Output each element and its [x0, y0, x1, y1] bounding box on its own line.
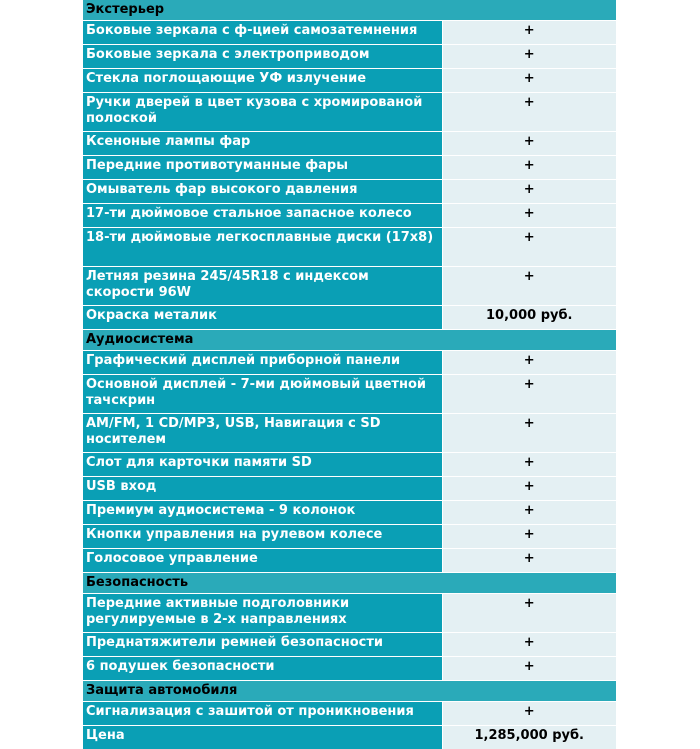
feature-name: 18-ти дюймовые легкосплавные диски (17x8)	[83, 228, 442, 267]
feature-name: Омыватель фар высокого давления	[83, 180, 442, 204]
table-row	[83, 702, 616, 726]
feature-name: Окраска металик	[83, 306, 442, 330]
feature-value: +	[442, 657, 616, 681]
feature-value: +	[442, 414, 616, 453]
table-row	[83, 453, 616, 477]
table-row	[83, 351, 616, 375]
table-row	[83, 306, 616, 330]
feature-name: Голосовое управление	[83, 549, 442, 573]
price-label: Цена	[83, 726, 442, 749]
feature-value: +	[442, 477, 616, 501]
table-row	[83, 549, 616, 573]
feature-value: +	[442, 375, 616, 414]
feature-name: Ксеноные лампы фар	[83, 132, 442, 156]
feature-name: Преднатяжители ремней безопасности	[83, 633, 442, 657]
feature-name: Боковые зеркала с электроприводом	[83, 45, 442, 69]
table-row	[83, 633, 616, 657]
feature-value: +	[442, 228, 616, 267]
table-row	[83, 180, 616, 204]
equipment-spec-table	[83, 0, 616, 749]
feature-value: +	[442, 69, 616, 93]
table-row	[83, 501, 616, 525]
feature-name: Передние противотуманные фары	[83, 156, 442, 180]
feature-name: Летняя резина 245/45R18 с индексом скорости 96W	[83, 267, 442, 306]
table-row	[83, 132, 616, 156]
feature-name: Передние активные подголовники регулируемые в 2-х направлениях	[83, 594, 442, 633]
feature-name: Ручки дверей в цвет кузова с хромированой полоской	[83, 93, 442, 132]
section-header-security	[83, 681, 616, 702]
table-row	[83, 93, 616, 132]
table-row	[83, 477, 616, 501]
feature-value: +	[442, 93, 616, 132]
feature-name: USB вход	[83, 477, 442, 501]
feature-name: Графический дисплей приборной панели	[83, 351, 442, 375]
section-title: Защита автомобиля	[83, 681, 616, 702]
table-row	[83, 267, 616, 306]
price-row	[83, 726, 616, 749]
feature-name: Сигнализация с зашитой от проникновения	[83, 702, 442, 726]
feature-value: +	[442, 501, 616, 525]
feature-value: +	[442, 204, 616, 228]
feature-value: +	[442, 267, 616, 306]
feature-value: +	[442, 702, 616, 726]
table-row	[83, 414, 616, 453]
feature-name: 17-ти дюймовое стальное запасное колесо	[83, 204, 442, 228]
section-header-safety	[83, 573, 616, 594]
table-row	[83, 657, 616, 681]
feature-value: +	[442, 594, 616, 633]
feature-value: +	[442, 633, 616, 657]
feature-value: +	[442, 21, 616, 45]
feature-price: 10,000 руб.	[442, 306, 616, 330]
feature-name: Кнопки управления на рулевом колесе	[83, 525, 442, 549]
price-value: 1,285,000 руб.	[442, 726, 616, 749]
section-header-exterior	[83, 0, 616, 21]
feature-value: +	[442, 156, 616, 180]
feature-name: Основной дисплей - 7-ми дюймовый цветной тачскрин	[83, 375, 442, 414]
section-title: Аудиосистема	[83, 330, 616, 351]
feature-value: +	[442, 549, 616, 573]
feature-name: Премиум аудиосистема - 9 колонок	[83, 501, 442, 525]
feature-value: +	[442, 351, 616, 375]
table-row	[83, 204, 616, 228]
feature-name: AM/FM, 1 CD/MP3, USB, Навигация с SD носителем	[83, 414, 442, 453]
table-row	[83, 594, 616, 633]
section-header-audio	[83, 330, 616, 351]
table-row	[83, 228, 616, 267]
feature-value: +	[442, 525, 616, 549]
section-title: Экстерьер	[83, 0, 616, 21]
feature-value: +	[442, 453, 616, 477]
feature-name: 6 подушек безопасности	[83, 657, 442, 681]
feature-value: +	[442, 180, 616, 204]
feature-value: +	[442, 132, 616, 156]
table-row	[83, 45, 616, 69]
section-title: Безопасность	[83, 573, 616, 594]
table-row	[83, 21, 616, 45]
table-row	[83, 525, 616, 549]
feature-name: Боковые зеркала с ф-цией самозатемнения	[83, 21, 442, 45]
table-row	[83, 69, 616, 93]
feature-value: +	[442, 45, 616, 69]
feature-name: Слот для карточки памяти SD	[83, 453, 442, 477]
table-row	[83, 156, 616, 180]
feature-name: Стекла поглощающие УФ излучение	[83, 69, 442, 93]
table-row	[83, 375, 616, 414]
